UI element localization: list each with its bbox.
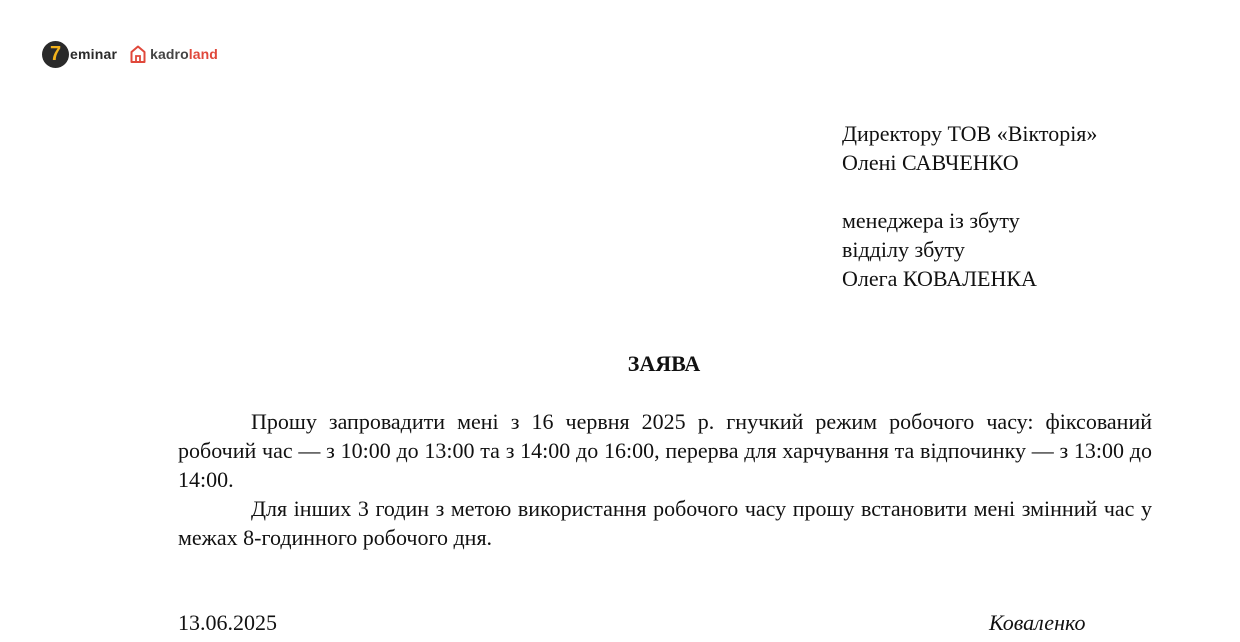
seminar-logo [42, 41, 117, 68]
body-paragraph-2: Для інших 3 годин з метою використання робочого часу прошу встановити мені змінний час у межах 8-годинного робочого дня. [178, 496, 1152, 550]
kadroland-logo-text [150, 46, 218, 62]
addressee-director-line: Директору ТОВ «Вікторія» [842, 121, 1098, 146]
document-date: 13.06.2025 [178, 610, 277, 635]
header-logos [42, 40, 218, 68]
signature: Коваленко [989, 610, 1086, 635]
addressee-block [842, 119, 1097, 293]
kadroland-logo-text-main: kadro [150, 46, 189, 62]
document-title: ЗАЯВА [627, 351, 701, 376]
kadroland-logo [129, 44, 218, 64]
document-body [178, 407, 1152, 552]
kadroland-logo-text-accent: land [188, 46, 218, 62]
addressee-director-name: Олені САВЧЕНКО [842, 150, 1019, 175]
addressee-spacer [842, 177, 1097, 206]
sender-name-line: Олега КОВАЛЕНКА [842, 266, 1037, 291]
seminar-logo-text: eminar [70, 46, 118, 62]
body-paragraph-1: Прошу запровадити мені з 16 червня 2025 р. гнучкий режим робочого часу: фіксований робочий час — з 10:00 до 13:00 та з 14:00 до 16:00, перерва для харчування та відпочинку — з 13:00 до 14:00. [178, 409, 1152, 492]
house-icon [129, 44, 147, 64]
sender-department-line: відділу збуту [842, 237, 965, 262]
seminar-logo-icon: 7 [42, 41, 69, 68]
sender-position-line: менеджера із збуту [842, 208, 1020, 233]
